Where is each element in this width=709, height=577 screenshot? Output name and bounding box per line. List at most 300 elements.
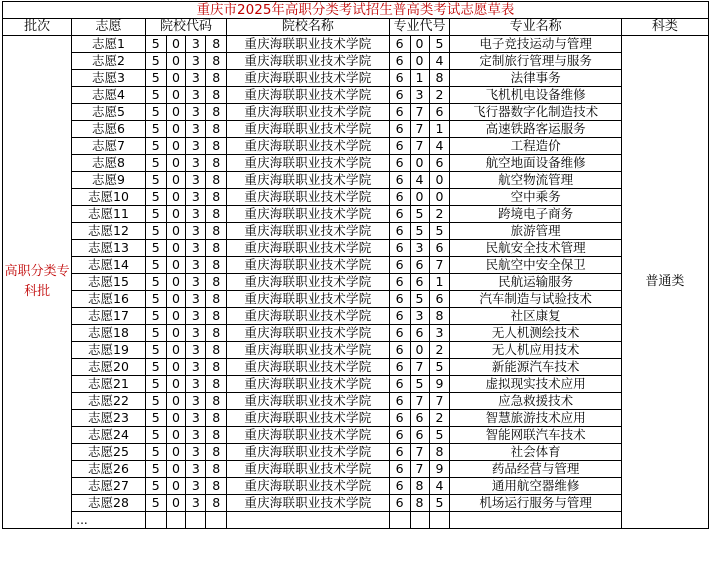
major-code-digit: 4 [410,172,429,189]
volunteer-cell: 志愿16 [72,291,145,308]
school-code-digit: 3 [186,495,206,512]
table-row [3,70,709,87]
school-name-cell: 重庆海联职业技术学院 [227,444,389,461]
header-batch: 批次 [3,19,72,36]
volunteer-cell: 志愿21 [72,376,145,393]
volunteer-cell: 志愿18 [72,325,145,342]
table-row [3,478,709,495]
major-name-cell: 虚拟现实技术应用 [450,376,621,393]
major-code-digit: 3 [429,325,450,342]
major-code-digit: 7 [410,461,429,478]
major-code-digit: 8 [429,444,450,461]
school-code-digit: 0 [166,461,186,478]
school-code-digit: 5 [145,291,166,308]
school-code-digit: 0 [166,410,186,427]
major-code-digit: 8 [429,308,450,325]
major-code-digit: 8 [410,495,429,512]
table-row-ellipsis [3,512,709,529]
major-name-cell: 无人机测绘技术 [450,325,621,342]
school-name-cell: 重庆海联职业技术学院 [227,410,389,427]
major-code-digit: 6 [389,359,410,376]
school-code-digit: 5 [145,461,166,478]
major-code-digit: 5 [410,206,429,223]
major-code-digit: 6 [410,274,429,291]
school-code-digit: 3 [186,257,206,274]
major-name-cell: 社区康复 [450,308,621,325]
school-code-digit: 8 [206,155,227,172]
school-code-digit: 0 [166,240,186,257]
major-name-cell: 应急救援技术 [450,393,621,410]
major-code-digit: 6 [429,291,450,308]
major-code-digit: 6 [389,155,410,172]
school-code-digit: 5 [145,342,166,359]
major-code-digit: 2 [429,206,450,223]
school-code-digit: 3 [186,223,206,240]
major-code-digit: 7 [429,257,450,274]
table-row [3,342,709,359]
school-code-digit: 3 [186,359,206,376]
school-code-digit: 0 [166,70,186,87]
volunteer-cell: 志愿7 [72,138,145,155]
major-code-digit: 6 [410,410,429,427]
school-code-digit: 8 [206,223,227,240]
school-name-cell: 重庆海联职业技术学院 [227,36,389,53]
school-code-digit: 5 [145,308,166,325]
school-name-cell: 重庆海联职业技术学院 [227,240,389,257]
school-code-digit: 8 [206,87,227,104]
major-code-digit: 0 [429,189,450,206]
school-code-digit: 8 [206,478,227,495]
major-code-digit: 2 [429,410,450,427]
empty-cell [429,512,450,529]
school-code-digit: 8 [206,240,227,257]
school-name-cell: 重庆海联职业技术学院 [227,138,389,155]
school-code-digit: 8 [206,342,227,359]
school-code-digit: 3 [186,461,206,478]
school-code-digit: 8 [206,461,227,478]
volunteer-cell: 志愿9 [72,172,145,189]
header-major-name: 专业名称 [450,19,621,36]
table-row [3,138,709,155]
school-code-digit: 3 [186,274,206,291]
major-code-digit: 2 [429,342,450,359]
volunteer-cell: 志愿19 [72,342,145,359]
volunteer-cell: 志愿8 [72,155,145,172]
school-code-digit: 8 [206,104,227,121]
school-code-digit: 5 [145,410,166,427]
major-code-digit: 0 [410,53,429,70]
major-code-digit: 0 [410,189,429,206]
major-code-digit: 5 [410,223,429,240]
major-code-digit: 6 [389,444,410,461]
header-volunteer: 志愿 [72,19,145,36]
table-row [3,444,709,461]
volunteer-cell: 志愿26 [72,461,145,478]
school-code-digit: 5 [145,325,166,342]
school-name-cell: 重庆海联职业技术学院 [227,223,389,240]
school-code-digit: 8 [206,70,227,87]
major-name-cell: 航空地面设备维修 [450,155,621,172]
major-code-digit: 7 [410,359,429,376]
school-code-digit: 5 [145,376,166,393]
school-name-cell: 重庆海联职业技术学院 [227,325,389,342]
major-code-digit: 5 [429,36,450,53]
school-name-cell: 重庆海联职业技术学院 [227,70,389,87]
table-row [3,257,709,274]
school-code-digit: 3 [186,70,206,87]
volunteer-cell: 志愿15 [72,274,145,291]
major-code-digit: 5 [429,495,450,512]
major-name-cell: 飞机机电设备维修 [450,87,621,104]
school-name-cell: 重庆海联职业技术学院 [227,393,389,410]
school-name-cell: 重庆海联职业技术学院 [227,274,389,291]
school-code-digit: 8 [206,257,227,274]
empty-cell [166,512,186,529]
major-name-cell: 电子竞技运动与管理 [450,36,621,53]
table-row [3,461,709,478]
major-name-cell: 飞行器数字化制造技术 [450,104,621,121]
volunteer-cell: 志愿6 [72,121,145,138]
table-row [3,36,709,53]
school-code-digit: 8 [206,495,227,512]
school-name-cell: 重庆海联职业技术学院 [227,308,389,325]
table-row [3,104,709,121]
school-name-cell: 重庆海联职业技术学院 [227,53,389,70]
table-row [3,291,709,308]
table-row [3,410,709,427]
school-code-digit: 0 [166,104,186,121]
school-code-digit: 5 [145,478,166,495]
school-code-digit: 0 [166,325,186,342]
school-code-digit: 3 [186,206,206,223]
school-code-digit: 3 [186,444,206,461]
major-code-digit: 1 [410,70,429,87]
major-code-digit: 6 [429,155,450,172]
school-code-digit: 0 [166,342,186,359]
school-code-digit: 3 [186,478,206,495]
volunteer-cell: 志愿5 [72,104,145,121]
major-code-digit: 6 [389,240,410,257]
table-row [3,308,709,325]
school-code-digit: 5 [145,70,166,87]
school-code-digit: 5 [145,155,166,172]
school-code-digit: 5 [145,223,166,240]
school-code-digit: 5 [145,189,166,206]
school-code-digit: 5 [145,121,166,138]
school-code-digit: 3 [186,53,206,70]
table-row [3,325,709,342]
school-code-digit: 3 [186,410,206,427]
major-code-digit: 6 [389,36,410,53]
major-code-digit: 6 [389,325,410,342]
major-code-digit: 6 [389,257,410,274]
volunteer-cell: 志愿12 [72,223,145,240]
table-row [3,495,709,512]
school-name-cell: 重庆海联职业技术学院 [227,87,389,104]
school-code-digit: 5 [145,53,166,70]
school-code-digit: 5 [145,138,166,155]
table-row [3,87,709,104]
major-code-digit: 6 [389,138,410,155]
major-code-digit: 4 [429,478,450,495]
empty-cell [145,512,166,529]
volunteer-cell: 志愿24 [72,427,145,444]
school-code-digit: 3 [186,189,206,206]
major-name-cell: 高速铁路客运服务 [450,121,621,138]
school-code-digit: 3 [186,138,206,155]
major-code-digit: 0 [429,172,450,189]
header-school-name: 院校名称 [227,19,389,36]
major-name-cell: 机场运行服务与管理 [450,495,621,512]
empty-cell [389,512,410,529]
major-name-cell: 民航空中安全保卫 [450,257,621,274]
header-row [3,19,709,36]
table-row [3,155,709,172]
school-code-digit: 8 [206,291,227,308]
empty-cell [206,512,227,529]
major-code-digit: 7 [429,393,450,410]
school-code-digit: 8 [206,359,227,376]
major-code-digit: 6 [389,189,410,206]
major-name-cell: 通用航空器维修 [450,478,621,495]
major-code-digit: 6 [389,427,410,444]
major-code-digit: 5 [429,427,450,444]
school-name-cell: 重庆海联职业技术学院 [227,427,389,444]
major-code-digit: 6 [389,206,410,223]
school-code-digit: 5 [145,427,166,444]
major-code-digit: 6 [389,376,410,393]
school-code-digit: 0 [166,223,186,240]
school-code-digit: 0 [166,393,186,410]
school-code-digit: 8 [206,121,227,138]
major-code-digit: 6 [389,291,410,308]
school-code-digit: 3 [186,427,206,444]
volunteer-cell: 志愿25 [72,444,145,461]
volunteer-cell: 志愿1 [72,36,145,53]
category-cell: 普通类 [621,36,708,529]
major-code-digit: 2 [429,87,450,104]
major-code-digit: 0 [410,36,429,53]
school-code-digit: 8 [206,376,227,393]
table-row [3,53,709,70]
school-code-digit: 3 [186,342,206,359]
table-row [3,376,709,393]
school-code-digit: 3 [186,121,206,138]
volunteer-cell: 志愿22 [72,393,145,410]
school-code-digit: 0 [166,376,186,393]
school-name-cell: 重庆海联职业技术学院 [227,495,389,512]
empty-cell [450,512,621,529]
school-code-digit: 3 [186,87,206,104]
major-name-cell: 药品经营与管理 [450,461,621,478]
major-name-cell: 无人机应用技术 [450,342,621,359]
school-name-cell: 重庆海联职业技术学院 [227,291,389,308]
major-code-digit: 6 [389,393,410,410]
school-code-digit: 0 [166,189,186,206]
school-code-digit: 0 [166,121,186,138]
school-name-cell: 重庆海联职业技术学院 [227,359,389,376]
school-code-digit: 0 [166,427,186,444]
batch-cell: 高职分类专科批 [3,36,72,529]
major-code-digit: 6 [389,53,410,70]
major-code-digit: 4 [429,138,450,155]
major-code-digit: 3 [410,87,429,104]
major-code-digit: 6 [389,495,410,512]
major-code-digit: 6 [389,410,410,427]
school-code-digit: 3 [186,104,206,121]
school-code-digit: 3 [186,172,206,189]
major-code-digit: 6 [429,240,450,257]
school-code-digit: 8 [206,274,227,291]
school-name-cell: 重庆海联职业技术学院 [227,172,389,189]
major-code-digit: 5 [410,291,429,308]
major-code-digit: 6 [389,274,410,291]
header-category: 科类 [621,19,708,36]
school-code-digit: 0 [166,359,186,376]
table-row [3,121,709,138]
school-code-digit: 5 [145,393,166,410]
school-code-digit: 5 [145,240,166,257]
school-code-digit: 8 [206,427,227,444]
major-code-digit: 1 [429,274,450,291]
school-name-cell: 重庆海联职业技术学院 [227,121,389,138]
major-code-digit: 0 [410,342,429,359]
school-name-cell: 重庆海联职业技术学院 [227,478,389,495]
major-name-cell: 民航运输服务 [450,274,621,291]
table-row [3,240,709,257]
school-code-digit: 5 [145,36,166,53]
volunteer-cell: 志愿10 [72,189,145,206]
school-code-digit: 8 [206,172,227,189]
school-code-digit: 0 [166,87,186,104]
major-code-digit: 6 [389,223,410,240]
school-code-digit: 8 [206,393,227,410]
school-code-digit: 8 [206,189,227,206]
major-code-digit: 5 [410,376,429,393]
school-code-digit: 0 [166,308,186,325]
school-name-cell: 重庆海联职业技术学院 [227,461,389,478]
header-major-code: 专业代号 [389,19,450,36]
school-code-digit: 8 [206,308,227,325]
empty-cell [227,512,389,529]
school-code-digit: 0 [166,138,186,155]
major-code-digit: 9 [429,376,450,393]
school-code-digit: 8 [206,444,227,461]
school-code-digit: 8 [206,36,227,53]
major-code-digit: 8 [429,70,450,87]
major-code-digit: 7 [410,393,429,410]
school-code-digit: 3 [186,308,206,325]
volunteer-cell: 志愿11 [72,206,145,223]
major-code-digit: 0 [410,155,429,172]
major-name-cell: 法律事务 [450,70,621,87]
school-code-digit: 3 [186,155,206,172]
major-code-digit: 6 [389,308,410,325]
school-code-digit: 5 [145,172,166,189]
major-code-digit: 7 [410,121,429,138]
major-name-cell: 航空物流管理 [450,172,621,189]
major-name-cell: 旅游管理 [450,223,621,240]
school-code-digit: 3 [186,376,206,393]
major-code-digit: 5 [429,359,450,376]
school-code-digit: 5 [145,206,166,223]
volunteer-cell: 志愿17 [72,308,145,325]
volunteer-cell: 志愿14 [72,257,145,274]
major-code-digit: 9 [429,461,450,478]
major-name-cell: 社会体育 [450,444,621,461]
header-school-code: 院校代码 [145,19,226,36]
school-code-digit: 0 [166,172,186,189]
school-code-digit: 0 [166,274,186,291]
school-code-digit: 3 [186,291,206,308]
school-code-digit: 0 [166,495,186,512]
volunteer-cell: 志愿2 [72,53,145,70]
major-code-digit: 6 [410,257,429,274]
major-code-digit: 3 [410,240,429,257]
major-name-cell: 智慧旅游技术应用 [450,410,621,427]
major-code-digit: 6 [389,70,410,87]
table-row [3,274,709,291]
table-row [3,172,709,189]
major-code-digit: 6 [389,342,410,359]
school-code-digit: 3 [186,393,206,410]
school-name-cell: 重庆海联职业技术学院 [227,257,389,274]
major-code-digit: 3 [410,308,429,325]
school-code-digit: 8 [206,138,227,155]
major-name-cell: 汽车制造与试验技术 [450,291,621,308]
major-code-digit: 6 [389,87,410,104]
major-code-digit: 4 [429,53,450,70]
school-code-digit: 0 [166,444,186,461]
major-name-cell: 空中乘务 [450,189,621,206]
volunteer-cell: 志愿13 [72,240,145,257]
volunteer-cell: 志愿23 [72,410,145,427]
major-code-digit: 6 [389,121,410,138]
school-code-digit: 8 [206,206,227,223]
major-name-cell: 民航安全技术管理 [450,240,621,257]
major-code-digit: 6 [429,104,450,121]
empty-cell [410,512,429,529]
school-name-cell: 重庆海联职业技术学院 [227,104,389,121]
school-name-cell: 重庆海联职业技术学院 [227,155,389,172]
major-code-digit: 6 [389,461,410,478]
school-code-digit: 0 [166,53,186,70]
major-code-digit: 6 [389,478,410,495]
school-code-digit: 5 [145,274,166,291]
school-code-digit: 3 [186,325,206,342]
major-code-digit: 7 [410,104,429,121]
school-code-digit: 5 [145,104,166,121]
school-code-digit: 0 [166,257,186,274]
volunteer-cell: 志愿28 [72,495,145,512]
school-code-digit: 0 [166,155,186,172]
major-code-digit: 7 [410,138,429,155]
school-code-digit: 5 [145,359,166,376]
empty-cell [186,512,206,529]
volunteer-cell: 志愿20 [72,359,145,376]
volunteer-cell: 志愿3 [72,70,145,87]
table-row [3,427,709,444]
school-code-digit: 0 [166,206,186,223]
ellipsis-cell: ... [72,512,145,529]
school-code-digit: 8 [206,325,227,342]
table-row [3,393,709,410]
volunteer-cell: 志愿4 [72,87,145,104]
school-code-digit: 0 [166,36,186,53]
major-code-digit: 6 [389,172,410,189]
major-code-digit: 1 [429,121,450,138]
table-row [3,223,709,240]
